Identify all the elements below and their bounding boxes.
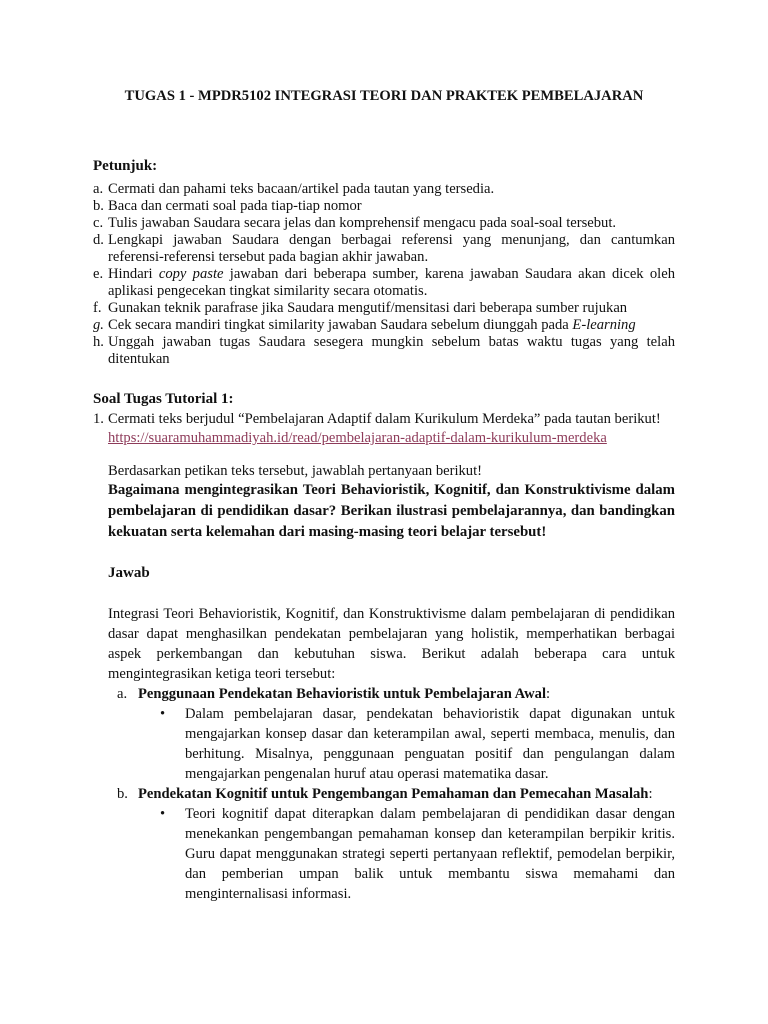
- answer-bullet-a: [93, 704, 675, 784]
- petunjuk-list: [93, 181, 675, 368]
- list-item-text: Hindari: [108, 266, 159, 282]
- section-title: Pendekatan Kognitif untuk Pengembangan Pemahaman dan Pemecahan Masalah: [138, 786, 649, 802]
- list-item-text: Cek secara mandiri tingkat similarity jawaban Saudara sebelum diunggah pada: [108, 317, 573, 333]
- petunjuk-item-g: [93, 317, 675, 334]
- section-colon: :: [648, 786, 653, 802]
- list-marker: d.: [93, 232, 104, 248]
- bullet-text: Dalam pembelajaran dasar, pendekatan behavioristik dapat digunakan untuk mengajarkan konsep dasar dan keterampilan awal, seperti membaca, menulis, dan berhitung. Misalnya, penggunaan penguatan positif dan pengulangan dalam mengajarkan pengenalan huruf atau operasi matematika dasar.: [185, 706, 675, 782]
- answer-paragraph: Integrasi Teori Behavioristik, Kognitif, dan Konstruktivisme dalam pembelajaran di pendidikan dasar dapat menghasilkan pendekatan pembelajaran yang holistik, memperhatikan berbagai aspek perkembangan dan kebutuhan siswa. Berikut adalah beberapa cara untuk mengintegrasikan ketiga teori tersebut:: [108, 606, 675, 682]
- section-title: Penggunaan Pendekatan Behavioristik untuk Pembelajaran Awal: [138, 686, 546, 702]
- list-item-text: Unggah jawaban tugas Saudara sesegera mungkin sebelum batas waktu tugas yang telah ditentukan: [108, 334, 675, 367]
- question-intro: Berdasarkan petikan teks tersebut, jawablah pertanyaan berikut!: [108, 463, 483, 479]
- answer-section-a: [93, 684, 675, 704]
- list-marker: c.: [93, 215, 104, 231]
- section-marker: a.: [117, 686, 128, 702]
- petunjuk-heading: Petunjuk:: [93, 158, 158, 174]
- question-number: 1.: [93, 411, 104, 427]
- main-question: Bagaimana mengintegrasikan Teori Behavioristik, Kognitif, dan Konstruktivisme dalam pembelajaran di pendidikan dasar? Berikan ilustrasi pembelajarannya, dan bandingkan kekuatan serta kelemahan dari masing-masing teori belajar tersebut!: [108, 482, 675, 540]
- list-item-text: Cermati dan pahami teks bacaan/artikel pada tautan yang tersedia.: [108, 181, 495, 197]
- petunjuk-item-e: [93, 266, 675, 300]
- list-marker: b.: [93, 198, 104, 214]
- bullet-icon: •: [160, 806, 166, 822]
- petunjuk-item-f: [93, 300, 675, 317]
- list-marker: h.: [93, 334, 104, 350]
- question-1: [93, 410, 675, 448]
- bullet-icon: •: [160, 706, 166, 722]
- section-marker: b.: [117, 786, 128, 802]
- bullet-text: Teori kognitif dapat diterapkan dalam pembelajaran di pendidikan dasar dengan menekankan pengembangan pemahaman konsep dan keterampilan berpikir kritis. Guru dapat menggunakan strategi seperti pertanyaan reflektif, pemodelan berpikir, dan pemberian umpan balik untuk membantu siswa memahami dan menginternalisasi informasi.: [185, 806, 675, 902]
- answer-bullet-b: [93, 804, 675, 904]
- document-title: TUGAS 1 - MPDR5102 INTEGRASI TEORI DAN PRAKTEK PEMBELAJARAN: [124, 88, 644, 104]
- list-item-text: jawaban dari beberapa sumber, karena jawaban Saudara akan dicek oleh aplikasi pengecekan tingkat similarity secara otomatis.: [108, 266, 676, 299]
- soal-heading: Soal Tugas Tutorial 1:: [93, 391, 234, 407]
- document-page: [93, 88, 675, 904]
- emphasis-text: copy paste: [158, 266, 224, 282]
- petunjuk-item-a: [93, 181, 675, 198]
- list-marker: g.: [93, 317, 104, 333]
- petunjuk-item-c: [93, 215, 675, 232]
- petunjuk-item-b: [93, 198, 675, 215]
- petunjuk-item-d: [93, 232, 675, 266]
- list-marker: e.: [93, 266, 104, 282]
- list-item-text: Lengkapi jawaban Saudara dengan berbagai referensi yang menunjang, dan cantumkan referensi-referensi tersebut pada bagian akhir jawaban.: [108, 232, 675, 265]
- list-marker: a.: [93, 181, 104, 197]
- answer-section-b: [93, 784, 675, 804]
- jawab-heading: Jawab: [108, 565, 150, 581]
- list-item-text: Tulis jawaban Saudara secara jelas dan komprehensif mengacu pada soal-soal tersebut.: [108, 215, 617, 231]
- section-colon: :: [546, 686, 551, 702]
- question-text: Cermati teks berjudul “Pembelajaran Adaptif dalam Kurikulum Merdeka” pada tautan berikut!: [108, 411, 661, 427]
- list-marker: f.: [93, 300, 102, 316]
- list-item-text: Gunakan teknik parafrase jika Saudara mengutif/mensitasi dari beberapa sumber rujukan: [108, 300, 628, 316]
- list-item-text: Baca dan cermati soal pada tiap-tiap nomor: [108, 198, 362, 214]
- petunjuk-item-h: [93, 334, 675, 368]
- emphasis-text: E-learning: [572, 317, 636, 333]
- article-link[interactable]: https://suaramuhammadiyah.id/read/pembelajaran-adaptif-dalam-kurikulum-merdeka: [108, 430, 607, 446]
